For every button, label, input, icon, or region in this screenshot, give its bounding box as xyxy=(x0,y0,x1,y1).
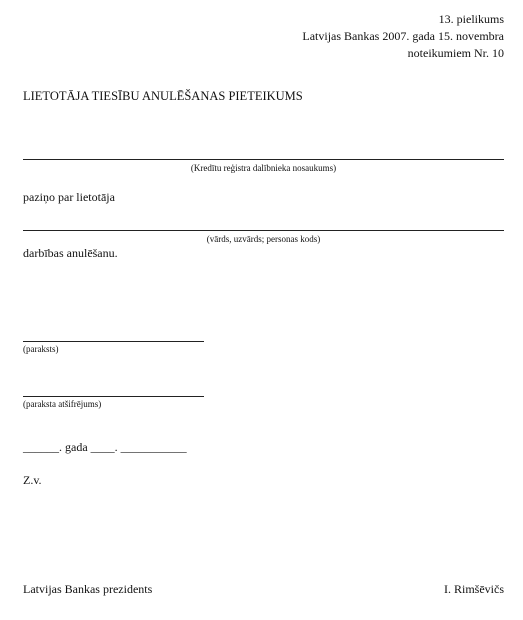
signature-field-line xyxy=(23,341,204,342)
user-identity-caption: (vārds, uzvārds; personas kods) xyxy=(206,234,321,244)
seal-place: Z.v. xyxy=(23,473,42,487)
annulment-text: darbības anulēšanu. xyxy=(23,246,118,260)
document-title: LIETOTĀJA TIESĪBU ANULĒŠANAS PIETEIKUMS xyxy=(23,89,303,103)
signature-caption: (paraksts) xyxy=(23,344,59,354)
signature-transcript-caption: (paraksta atšifrējums) xyxy=(23,399,102,409)
signature-transcript-field-line xyxy=(23,396,204,397)
informs-text: paziņo par lietotāja xyxy=(23,190,115,204)
president-name: I. Rimšēvičs xyxy=(444,582,504,596)
annex-issuer-date: Latvijas Bankas 2007. gada 15. novembra xyxy=(302,29,504,43)
annex-number: 13. pielikums xyxy=(438,12,504,26)
president-title: Latvijas Bankas prezidents xyxy=(23,582,153,596)
creditor-name-field-line xyxy=(23,159,504,160)
annex-regulation: noteikumiem Nr. 10 xyxy=(407,46,504,60)
date-field: ______. gada ____. ___________ xyxy=(23,440,187,454)
user-identity-field-line xyxy=(23,230,504,231)
creditor-name-caption: (Kredītu reģistra dalībnieka nosaukums) xyxy=(190,163,337,173)
